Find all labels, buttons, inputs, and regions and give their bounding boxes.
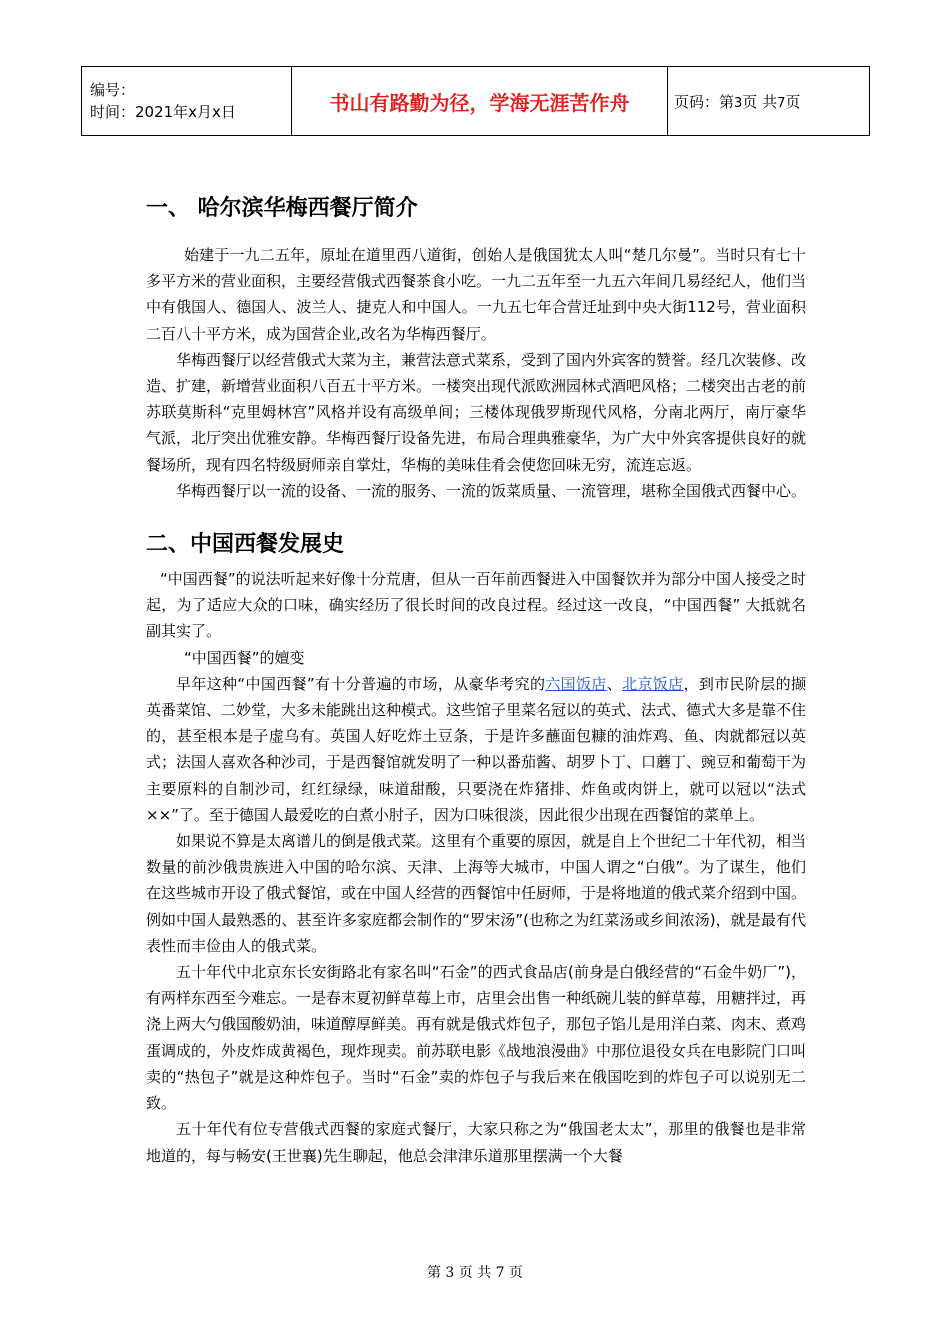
- page-suffix: 页: [785, 92, 801, 111]
- header-table: [81, 66, 870, 136]
- link-liuguo-hotel[interactable]: 六国饭店: [545, 674, 607, 693]
- page-mid: 页 共: [742, 92, 778, 111]
- header-motto: 书山有路勤为径，学海无涯苦作舟: [292, 67, 668, 136]
- section2-intro: “中国西餐”的说法听起来好像十分荒唐，但从一百年前西餐进入中国餐饮并为部分中国人接受之时起，为了适应大众的口味，确实经历了很长时间的改良过程。经过这一改良，“中国西餐” 大抵就名副其实了。: [146, 570, 806, 641]
- section1-paragraph: 华梅西餐厅以一流的设备、一流的服务、一流的饭菜质量、一流管理，堪称全国俄式西餐中心。: [176, 481, 807, 500]
- section2-paragraph: 如果说不算是太离谱儿的倒是俄式菜。这里有个重要的原因，就是自上个世纪二十年代初，相当数量的前沙俄贵族进入中国的哈尔滨、天津、上海等大城市，中国人谓之“白俄”。为了谋生，他们在这些城市开设了俄式餐馆，或在中国人经营的西餐馆中任厨师，于是将地道的俄式菜介绍到中国。例如中国人最熟悉的、甚至许多家庭都会制作的“罗宋汤”(也称之为红菜汤或乡间浓汤)，就是最有代表性而丰俭由人的俄式菜。: [146, 832, 807, 955]
- section2-paragraph: 五十年代中北京东长安街路北有家名叫“石金”的西式食品店(前身是白俄经营的“石金牛奶厂”)，有两样东西至今难忘。一是春末夏初鲜草莓上市，店里会出售一种纸碗儿装的鲜草莓，用糖拌过，再浇上两大勺俄国酸奶油，味道醇厚鲜美。再有就是俄式炸包子，那包子馅儿是用洋白菜、肉末、煮鸡蛋调成的，外皮炸成黄褐色，现炸现卖。前苏联电影《战地浪漫曲》中那位退役女兵在电影院门口叫卖的“热包子”就是这种炸包子。当时“石金”卖的炸包子与我后来在俄国吃到的炸包子可以说别无二致。: [146, 963, 807, 1113]
- text-after-links: ，到市民阶层的撷英番菜馆、二妙堂，大多未能跳出这种模式。这些馆子里菜名冠以的英式、法式、德式大多是靠不住的，甚至根本是子虚乌有。英国人好吃炸土豆条，于是许多蘸面包糠的油炸鸡、鱼、肉就都冠以英式；法国人喜欢各种沙司，于是西餐馆就发明了一种以番茄酱、胡罗卜丁、口蘑丁、豌豆和葡萄干为主要原料的自制沙司，红红绿绿，味道甜酸，只要浇在炸猪排、炸鱼或肉饼上，就可以冠以“法式××”了。至于德国人最爱吃的白煮小肘子，因为口味很淡，因此很少出现在西餐馆的菜单上。: [146, 674, 807, 824]
- section1-title: 一、 哈尔滨华梅西餐厅简介: [146, 196, 418, 221]
- page-footer: 第 3 页 共 7 页: [426, 1265, 524, 1281]
- section2-title: 二、中国西餐发展史: [146, 532, 345, 558]
- header-info-cell: [82, 67, 292, 136]
- header-page-info: [668, 67, 870, 136]
- link-separator: 、: [606, 674, 623, 693]
- section2-subtitle: “中国西餐”的嬗变: [184, 648, 305, 667]
- section1-paragraph: 始建于一九二五年，原址在道里西八道街，创始人是俄国犹太人叫“楚几尔曼”。当时只有七十多平方米的营业面积，主要经营俄式西餐茶食小吃。一九二五年至一九五六年间几易经纪人，他们当中有俄国人、德国人、波兰人、捷克人和中国人。一九五七年合营迁址到中央大街112号，营业面积二百八十平方米，成为国营企业,改名为华梅西餐厅。: [146, 246, 807, 343]
- section2-paragraph: 五十年代有位专营俄式西餐的家庭式餐厅，大家只称之为“俄国老太太”，那里的俄餐也是非常地道的，每与畅安(王世襄)先生聊起，他总会津津乐道那里摆满一个大餐: [146, 1120, 806, 1165]
- section1-paragraph: 华梅西餐厅以经营俄式大菜为主，兼营法意式菜系，受到了国内外宾客的赞誉。经几次装修、改造、扩建，新增营业面积八百五十平方米。一楼突出现代派欧洲园林式酒吧风格；二楼突出古老的前苏联莫斯科“克里姆林宫”风格并设有高级单间；三楼体现俄罗斯现代风格，分南北两厅，南厅豪华气派，北厅突出优雅安静。华梅西餐厅设备先进，布局合理典雅豪华，为广大中外宾客提供良好的就餐场所，现有四名特级厨师亲自掌灶，华梅的美味佳肴会使您回味无穷，流连忘返。: [146, 350, 807, 474]
- page-current: 3: [734, 95, 743, 111]
- page-prefix: 页码：第: [674, 92, 735, 111]
- section2-paragraph-links: [146, 671, 806, 828]
- text-before-links: 早年这种“中国西餐”有十分普遍的市场，从豪华考究的: [176, 674, 546, 693]
- page-total: 7: [777, 95, 786, 111]
- number-label: 编号：: [90, 81, 136, 99]
- document-body: [146, 192, 806, 1169]
- section-gap: [146, 504, 806, 528]
- link-beijing-hotel[interactable]: 北京饭店: [622, 674, 684, 693]
- time-label: 时间：2021年x月x日: [90, 103, 236, 121]
